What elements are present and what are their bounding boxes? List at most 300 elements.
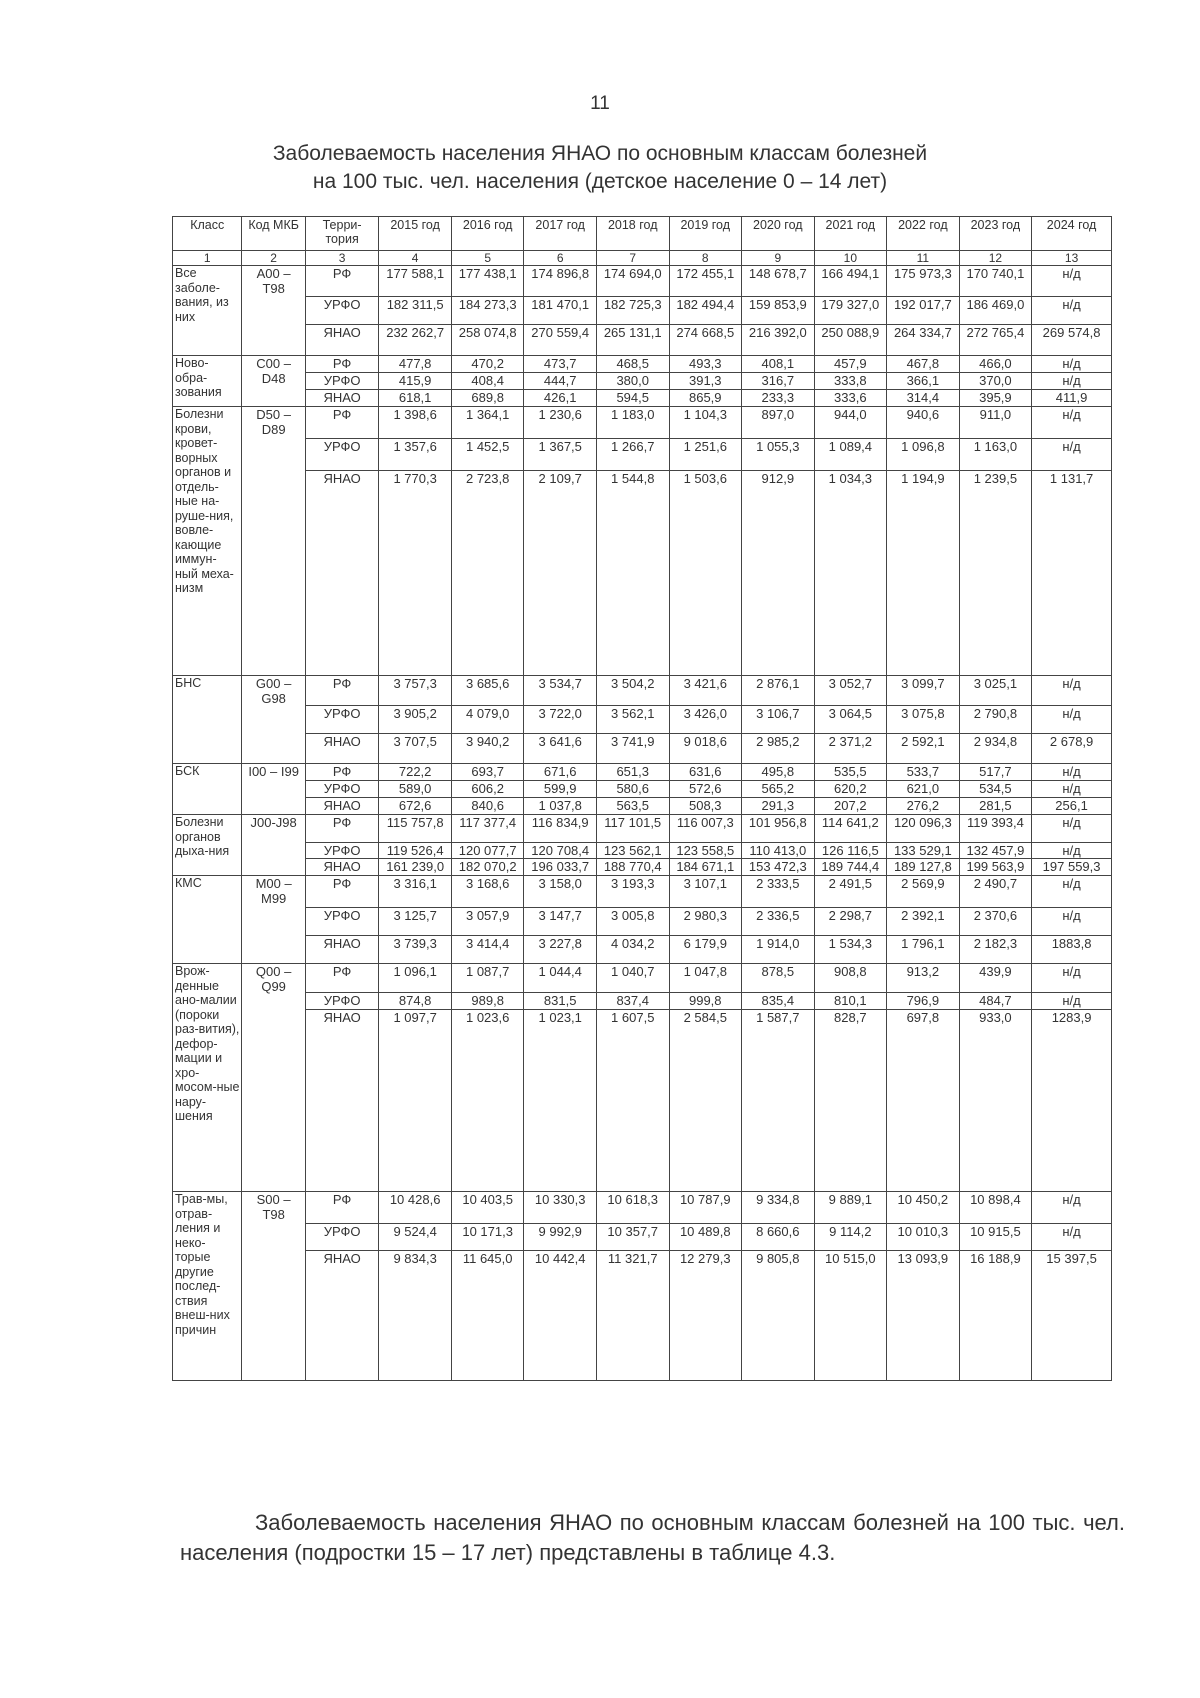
value-cell: 1 194,9	[887, 471, 960, 676]
value-cell: 2 109,7	[524, 471, 597, 676]
value-cell: 272 765,4	[959, 325, 1032, 356]
value-cell: 1 047,8	[669, 964, 742, 993]
value-cell: 1 163,0	[959, 439, 1032, 471]
value-cell: 123 558,5	[669, 843, 742, 859]
value-cell: 182 494,4	[669, 297, 742, 325]
value-cell: 2 182,3	[959, 936, 1032, 964]
table-row	[173, 936, 1112, 964]
table-row	[173, 439, 1112, 471]
column-index: 9	[742, 251, 815, 266]
table-row	[173, 266, 1112, 297]
icd-code-cell: G00 – G98	[242, 676, 305, 764]
value-cell: 232 262,7	[379, 325, 452, 356]
table-row	[173, 1192, 1112, 1224]
value-cell: 116 007,3	[669, 815, 742, 843]
value-cell: 3 316,1	[379, 876, 452, 908]
value-cell: 2 333,5	[742, 876, 815, 908]
column-index: 6	[524, 251, 597, 266]
value-cell: 444,7	[524, 373, 597, 390]
territory-cell: РФ	[305, 356, 379, 373]
value-cell: 1 534,3	[814, 936, 887, 964]
value-cell: 3 641,6	[524, 734, 597, 764]
value-cell: 933,0	[959, 1010, 1032, 1192]
value-cell: н/д	[1032, 993, 1112, 1010]
header-year: 2024 год	[1032, 217, 1112, 251]
value-cell: 2 876,1	[742, 676, 815, 706]
value-cell: 270 559,4	[524, 325, 597, 356]
value-cell: 395,9	[959, 390, 1032, 407]
value-cell: 912,9	[742, 471, 815, 676]
value-cell: 182 070,2	[451, 859, 524, 876]
table-row	[173, 843, 1112, 859]
value-cell: 3 158,0	[524, 876, 597, 908]
header-year: 2023 год	[959, 217, 1032, 251]
value-cell: 3 562,1	[596, 706, 669, 734]
value-cell: 874,8	[379, 993, 452, 1010]
territory-cell: УРФО	[305, 908, 379, 936]
value-cell: 120 077,7	[451, 843, 524, 859]
table-row	[173, 1224, 1112, 1251]
territory-cell: РФ	[305, 815, 379, 843]
value-cell: 3 106,7	[742, 706, 815, 734]
title-line-2: на 100 тыс. чел. населения (детское население 0 – 14 лет)	[312, 170, 888, 193]
value-cell: 188 770,4	[596, 859, 669, 876]
disease-class-cell: Ново-обра-зования	[173, 356, 242, 407]
value-cell: 1 398,6	[379, 407, 452, 439]
column-index: 7	[596, 251, 669, 266]
value-cell: 1 251,6	[669, 439, 742, 471]
value-cell: 865,9	[669, 390, 742, 407]
value-cell: 316,7	[742, 373, 815, 390]
territory-cell: ЯНАО	[305, 1010, 379, 1192]
value-cell: 2 370,6	[959, 908, 1032, 936]
value-cell: 3 739,3	[379, 936, 452, 964]
page-number: 11	[590, 93, 610, 114]
value-cell: 796,9	[887, 993, 960, 1010]
icd-code-cell: J00-J98	[242, 815, 305, 876]
value-cell: 10 442,4	[524, 1251, 597, 1381]
header-class: Класс	[173, 217, 242, 251]
value-cell: 944,0	[814, 407, 887, 439]
value-cell: 3 064,5	[814, 706, 887, 734]
value-cell: 119 393,4	[959, 815, 1032, 843]
value-cell: 1 239,5	[959, 471, 1032, 676]
icd-code-cell: S00 – T98	[242, 1192, 305, 1381]
value-cell: 9 889,1	[814, 1192, 887, 1224]
value-cell: 535,5	[814, 764, 887, 781]
value-cell: 3 722,0	[524, 706, 597, 734]
header-year: 2022 год	[887, 217, 960, 251]
territory-cell: УРФО	[305, 993, 379, 1010]
territory-cell: ЯНАО	[305, 734, 379, 764]
disease-class-cell: БСК	[173, 764, 242, 815]
value-cell: 2 934,8	[959, 734, 1032, 764]
value-cell: 380,0	[596, 373, 669, 390]
table-row	[173, 356, 1112, 373]
value-cell: 291,3	[742, 798, 815, 815]
icd-code-cell: M00 – M99	[242, 876, 305, 964]
value-cell: н/д	[1032, 908, 1112, 936]
value-cell: 117 101,5	[596, 815, 669, 843]
table-row	[173, 764, 1112, 781]
value-cell: 3 534,7	[524, 676, 597, 706]
disease-class-cell: Все заболе-вания, из них	[173, 266, 242, 356]
value-cell: 3 099,7	[887, 676, 960, 706]
value-cell: н/д	[1032, 876, 1112, 908]
value-cell: 4 079,0	[451, 706, 524, 734]
table-row	[173, 859, 1112, 876]
territory-cell: ЯНАО	[305, 390, 379, 407]
territory-cell: РФ	[305, 964, 379, 993]
table-row	[173, 993, 1112, 1010]
territory-cell: УРФО	[305, 1224, 379, 1251]
table-row	[173, 1251, 1112, 1381]
table-row	[173, 1010, 1112, 1192]
value-cell: 828,7	[814, 1010, 887, 1192]
value-cell: 216 392,0	[742, 325, 815, 356]
value-cell: 207,2	[814, 798, 887, 815]
value-cell: 2 678,9	[1032, 734, 1112, 764]
value-cell: 1 034,3	[814, 471, 887, 676]
value-cell: 3 193,3	[596, 876, 669, 908]
value-cell: 913,2	[887, 964, 960, 993]
value-cell: 672,6	[379, 798, 452, 815]
territory-cell: ЯНАО	[305, 798, 379, 815]
value-cell: 477,8	[379, 356, 452, 373]
table-row	[173, 781, 1112, 798]
disease-class-cell: Врож-денные ано-малии (пороки раз-вития), дефор-мации и хро-мосом-ные нару-шения	[173, 964, 242, 1192]
value-cell: 1 097,7	[379, 1010, 452, 1192]
table-row	[173, 471, 1112, 676]
value-cell: 1 183,0	[596, 407, 669, 439]
value-cell: 606,2	[451, 781, 524, 798]
column-index-row	[173, 251, 1112, 266]
value-cell: 11 321,7	[596, 1251, 669, 1381]
value-cell: 9 018,6	[669, 734, 742, 764]
territory-cell: УРФО	[305, 439, 379, 471]
value-cell: 9 334,8	[742, 1192, 815, 1224]
column-index: 3	[305, 251, 379, 266]
value-cell: н/д	[1032, 439, 1112, 471]
value-cell: 484,7	[959, 993, 1032, 1010]
value-cell: 2 723,8	[451, 471, 524, 676]
value-cell: 3 707,5	[379, 734, 452, 764]
value-cell: 333,8	[814, 373, 887, 390]
value-cell: 114 641,2	[814, 815, 887, 843]
value-cell: 179 327,0	[814, 297, 887, 325]
value-cell: 618,1	[379, 390, 452, 407]
value-cell: 184 671,1	[669, 859, 742, 876]
value-cell: 408,1	[742, 356, 815, 373]
value-cell: 631,6	[669, 764, 742, 781]
value-cell: 2 592,1	[887, 734, 960, 764]
header-year: 2015 год	[379, 217, 452, 251]
value-cell: 3 025,1	[959, 676, 1032, 706]
territory-cell: УРФО	[305, 373, 379, 390]
table-row	[173, 798, 1112, 815]
value-cell: н/д	[1032, 356, 1112, 373]
value-cell: 2 985,2	[742, 734, 815, 764]
value-cell: 2 980,3	[669, 908, 742, 936]
table-row	[173, 676, 1112, 706]
value-cell: 517,7	[959, 764, 1032, 781]
value-cell: н/д	[1032, 373, 1112, 390]
table-row	[173, 964, 1112, 993]
value-cell: 1 796,1	[887, 936, 960, 964]
value-cell: 10 915,5	[959, 1224, 1032, 1251]
value-cell: 9 834,3	[379, 1251, 452, 1381]
value-cell: 940,6	[887, 407, 960, 439]
value-cell: 466,0	[959, 356, 1032, 373]
value-cell: 189 744,4	[814, 859, 887, 876]
value-cell: 172 455,1	[669, 266, 742, 297]
table-row	[173, 407, 1112, 439]
value-cell: 897,0	[742, 407, 815, 439]
table-row	[173, 325, 1112, 356]
value-cell: 182 311,5	[379, 297, 452, 325]
value-cell: 671,6	[524, 764, 597, 781]
value-cell: 175 973,3	[887, 266, 960, 297]
value-cell: 170 740,1	[959, 266, 1032, 297]
column-index: 10	[814, 251, 887, 266]
column-index: 13	[1032, 251, 1112, 266]
value-cell: н/д	[1032, 676, 1112, 706]
table-row	[173, 390, 1112, 407]
value-cell: 1 131,7	[1032, 471, 1112, 676]
value-cell: 110 413,0	[742, 843, 815, 859]
value-cell: 493,3	[669, 356, 742, 373]
value-cell: 831,5	[524, 993, 597, 1010]
value-cell: н/д	[1032, 781, 1112, 798]
value-cell: 426,1	[524, 390, 597, 407]
column-index: 8	[669, 251, 742, 266]
value-cell: 3 685,6	[451, 676, 524, 706]
disease-class-cell: Болезни крови, кровет-ворных органов и отдель-ные на-руше-ния, вовле-кающие иммун-ный меха-низм	[173, 407, 242, 676]
territory-cell: ЯНАО	[305, 471, 379, 676]
value-cell: 651,3	[596, 764, 669, 781]
value-cell: 3 125,7	[379, 908, 452, 936]
column-index: 11	[887, 251, 960, 266]
value-cell: 878,5	[742, 964, 815, 993]
value-cell: 1 044,4	[524, 964, 597, 993]
header-year: 2021 год	[814, 217, 887, 251]
value-cell: 908,8	[814, 964, 887, 993]
value-cell: 689,8	[451, 390, 524, 407]
morbidity-table	[172, 216, 1112, 1381]
value-cell: 1283,9	[1032, 1010, 1112, 1192]
territory-cell: УРФО	[305, 781, 379, 798]
value-cell: 2 584,5	[669, 1010, 742, 1192]
territory-cell: УРФО	[305, 706, 379, 734]
value-cell: 533,7	[887, 764, 960, 781]
table-body	[173, 266, 1112, 1381]
value-cell: 120 096,3	[887, 815, 960, 843]
value-cell: 101 956,8	[742, 815, 815, 843]
value-cell: 3 147,7	[524, 908, 597, 936]
icd-code-cell: Q00 – Q99	[242, 964, 305, 1192]
value-cell: 3 504,2	[596, 676, 669, 706]
value-cell: 274 668,5	[669, 325, 742, 356]
value-cell: 3 757,3	[379, 676, 452, 706]
value-cell: 9 992,9	[524, 1224, 597, 1251]
territory-cell: РФ	[305, 407, 379, 439]
value-cell: 189 127,8	[887, 859, 960, 876]
column-index: 12	[959, 251, 1032, 266]
value-cell: 3 107,1	[669, 876, 742, 908]
header-year: 2020 год	[742, 217, 815, 251]
value-cell: 1 023,6	[451, 1010, 524, 1192]
value-cell: 467,8	[887, 356, 960, 373]
value-cell: 1 607,5	[596, 1010, 669, 1192]
value-cell: 2 491,5	[814, 876, 887, 908]
value-cell: 589,0	[379, 781, 452, 798]
value-cell: 1 357,6	[379, 439, 452, 471]
value-cell: 264 334,7	[887, 325, 960, 356]
value-cell: 10 515,0	[814, 1251, 887, 1381]
value-cell: н/д	[1032, 266, 1112, 297]
value-cell: 1 089,4	[814, 439, 887, 471]
header-year: 2019 год	[669, 217, 742, 251]
column-index: 5	[451, 251, 524, 266]
value-cell: 3 052,7	[814, 676, 887, 706]
territory-cell: РФ	[305, 764, 379, 781]
value-cell: 3 905,2	[379, 706, 452, 734]
value-cell: 370,0	[959, 373, 1032, 390]
value-cell: 572,6	[669, 781, 742, 798]
value-cell: 1 230,6	[524, 407, 597, 439]
value-cell: 10 450,2	[887, 1192, 960, 1224]
table-row	[173, 706, 1112, 734]
table-row	[173, 373, 1112, 390]
value-cell: 116 834,9	[524, 815, 597, 843]
value-cell: 599,9	[524, 781, 597, 798]
value-cell: 10 010,3	[887, 1224, 960, 1251]
territory-cell: УРФО	[305, 843, 379, 859]
value-cell: 199 563,9	[959, 859, 1032, 876]
disease-class-cell: Болезни органов дыха-ния	[173, 815, 242, 876]
value-cell: 11 645,0	[451, 1251, 524, 1381]
territory-cell: РФ	[305, 876, 379, 908]
icd-code-cell: A00 – T98	[242, 266, 305, 356]
value-cell: 182 725,3	[596, 297, 669, 325]
value-cell: 166 494,1	[814, 266, 887, 297]
value-cell: 174 694,0	[596, 266, 669, 297]
value-cell: 722,2	[379, 764, 452, 781]
table-row	[173, 734, 1112, 764]
value-cell: 1 023,1	[524, 1010, 597, 1192]
value-cell: 840,6	[451, 798, 524, 815]
disease-class-cell: КМС	[173, 876, 242, 964]
value-cell: 1 096,1	[379, 964, 452, 993]
table-row	[173, 876, 1112, 908]
value-cell: 12 279,3	[669, 1251, 742, 1381]
value-cell: 177 438,1	[451, 266, 524, 297]
territory-cell: УРФО	[305, 297, 379, 325]
value-cell: 2 371,2	[814, 734, 887, 764]
territory-cell: РФ	[305, 676, 379, 706]
value-cell: 697,8	[887, 1010, 960, 1192]
column-index: 2	[242, 251, 305, 266]
value-cell: 3 414,4	[451, 936, 524, 964]
value-cell: 468,5	[596, 356, 669, 373]
value-cell: 415,9	[379, 373, 452, 390]
value-cell: 1 587,7	[742, 1010, 815, 1192]
value-cell: 366,1	[887, 373, 960, 390]
value-cell: 508,3	[669, 798, 742, 815]
territory-cell: РФ	[305, 1192, 379, 1224]
value-cell: 10 428,6	[379, 1192, 452, 1224]
value-cell: 1 503,6	[669, 471, 742, 676]
value-cell: н/д	[1032, 764, 1112, 781]
value-cell: 2 336,5	[742, 908, 815, 936]
value-cell: 495,8	[742, 764, 815, 781]
value-cell: 159 853,9	[742, 297, 815, 325]
value-cell: 281,5	[959, 798, 1032, 815]
value-cell: 9 114,2	[814, 1224, 887, 1251]
value-cell: 3 005,8	[596, 908, 669, 936]
value-cell: 192 017,7	[887, 297, 960, 325]
territory-cell: ЯНАО	[305, 1251, 379, 1381]
value-cell: 10 171,3	[451, 1224, 524, 1251]
value-cell: 119 526,4	[379, 843, 452, 859]
value-cell: 563,5	[596, 798, 669, 815]
value-cell: 620,2	[814, 781, 887, 798]
value-cell: 1 104,3	[669, 407, 742, 439]
value-cell: 2 569,9	[887, 876, 960, 908]
territory-cell: ЯНАО	[305, 936, 379, 964]
value-cell: н/д	[1032, 297, 1112, 325]
value-cell: 989,8	[451, 993, 524, 1010]
value-cell: 3 075,8	[887, 706, 960, 734]
icd-code-cell: I00 – I99	[242, 764, 305, 815]
value-cell: 810,1	[814, 993, 887, 1010]
column-index: 4	[379, 251, 452, 266]
value-cell: 233,3	[742, 390, 815, 407]
value-cell: 565,2	[742, 781, 815, 798]
value-cell: 3 741,9	[596, 734, 669, 764]
value-cell: 1 364,1	[451, 407, 524, 439]
value-cell: 408,4	[451, 373, 524, 390]
value-cell: 9 524,4	[379, 1224, 452, 1251]
value-cell: 470,2	[451, 356, 524, 373]
value-cell: 473,7	[524, 356, 597, 373]
value-cell: 1 367,5	[524, 439, 597, 471]
icd-code-cell: D50 – D89	[242, 407, 305, 676]
value-cell: 1 544,8	[596, 471, 669, 676]
value-cell: 1 040,7	[596, 964, 669, 993]
territory-cell: РФ	[305, 266, 379, 297]
value-cell: 265 131,1	[596, 325, 669, 356]
value-cell: 457,9	[814, 356, 887, 373]
value-cell: 184 273,3	[451, 297, 524, 325]
value-cell: 117 377,4	[451, 815, 524, 843]
value-cell: 196 033,7	[524, 859, 597, 876]
value-cell: 1 770,3	[379, 471, 452, 676]
disease-class-cell: Трав-мы, отрав-ления и неко-торые другие послед-ствия внеш-них причин	[173, 1192, 242, 1381]
value-cell: 4 034,2	[596, 936, 669, 964]
value-cell: 256,1	[1032, 798, 1112, 815]
value-cell: 10 898,4	[959, 1192, 1032, 1224]
value-cell: 3 426,0	[669, 706, 742, 734]
value-cell: н/д	[1032, 1224, 1112, 1251]
value-cell: 411,9	[1032, 390, 1112, 407]
value-cell: 8 660,6	[742, 1224, 815, 1251]
value-cell: 153 472,3	[742, 859, 815, 876]
value-cell: 10 618,3	[596, 1192, 669, 1224]
value-cell: 6 179,9	[669, 936, 742, 964]
value-cell: 10 330,3	[524, 1192, 597, 1224]
value-cell: 693,7	[451, 764, 524, 781]
